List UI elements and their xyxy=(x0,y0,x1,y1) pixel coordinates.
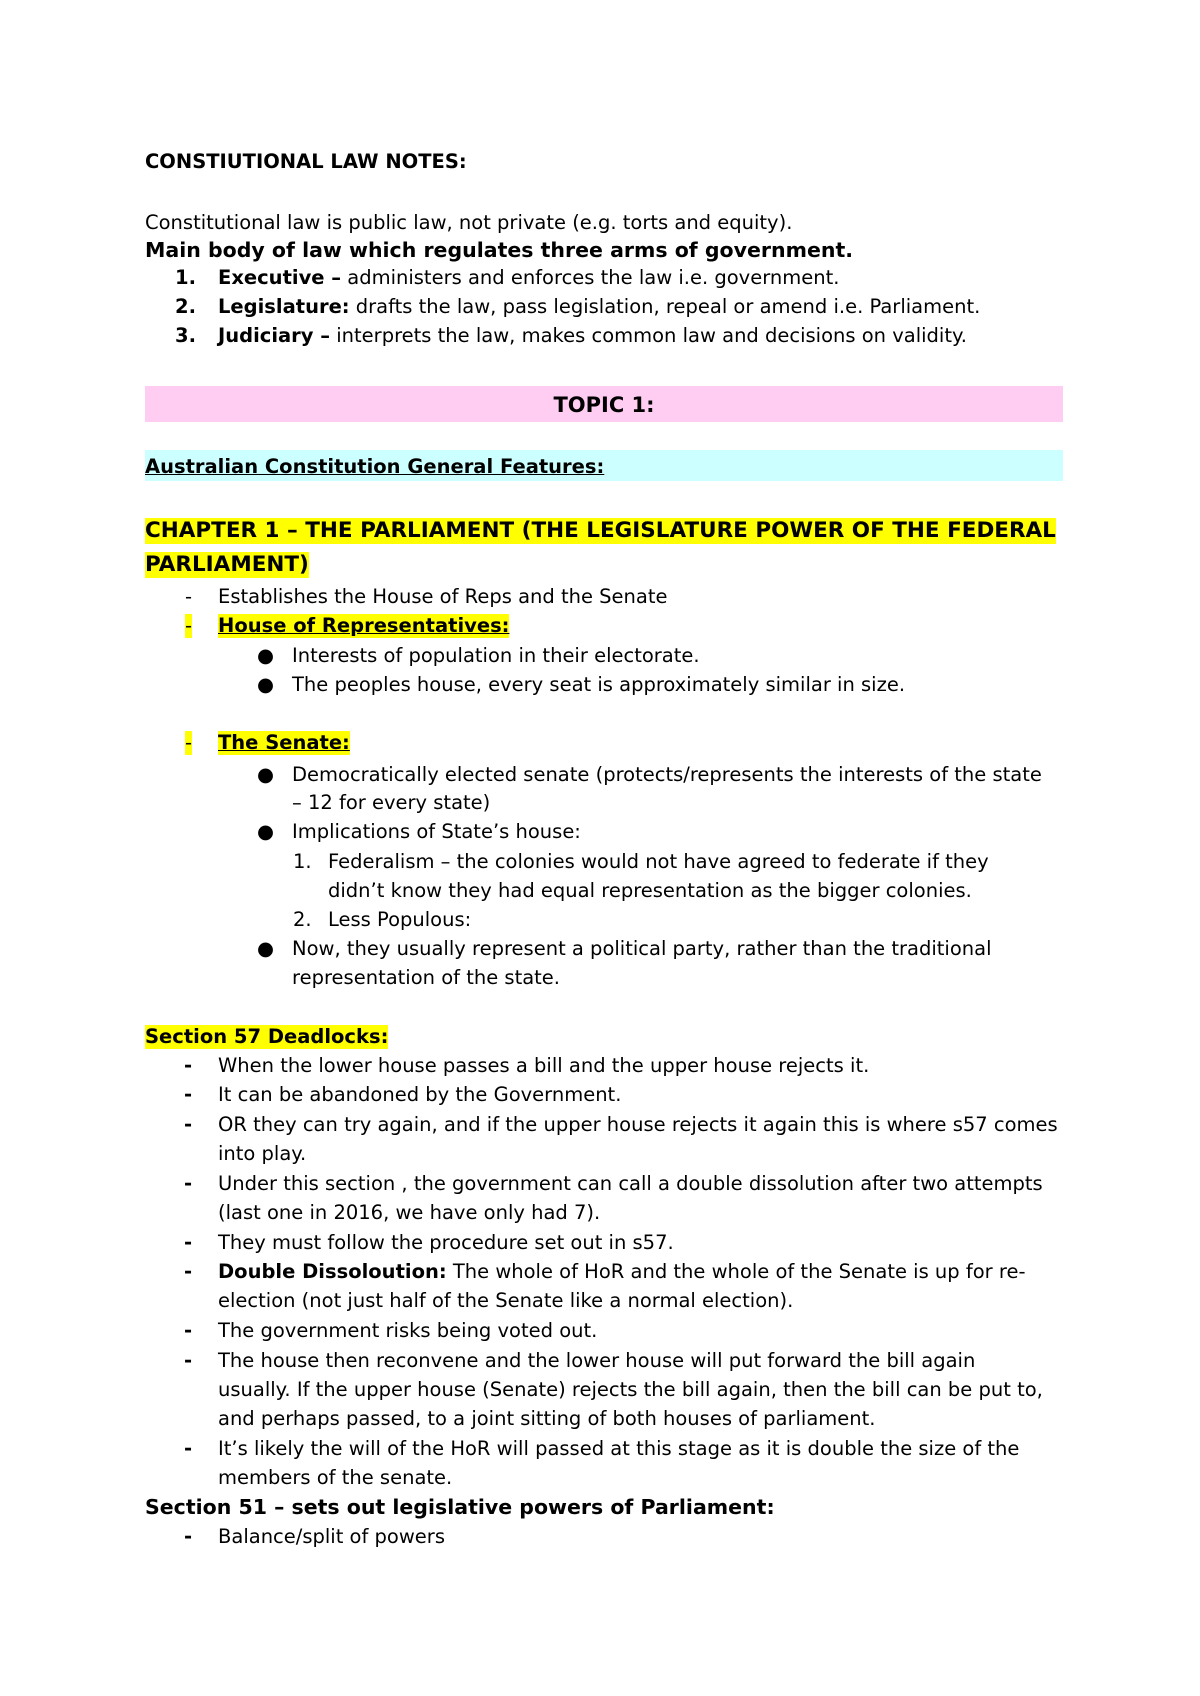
page-title: CONSTIUTIONAL LAW NOTES: xyxy=(145,150,467,173)
list-item: OR they can try again, and if the upper house rejects it again this is where s57 comes xyxy=(218,1113,1058,1136)
list-item: They must follow the procedure set out in s57. xyxy=(218,1231,674,1254)
dash-marker: - xyxy=(184,1349,193,1372)
list-item: Interests of population in their electorate. xyxy=(292,644,700,667)
list-item: It can be abandoned by the Government. xyxy=(218,1083,622,1106)
dash-marker: - xyxy=(184,1525,193,1548)
list-item: The house then reconvene and the lower house will put forward the bill again xyxy=(218,1349,976,1372)
s57-heading: Section 57 Deadlocks: xyxy=(145,1025,389,1048)
s51-heading: Section 51 – sets out legislative powers of Parliament: xyxy=(145,1495,775,1519)
list-item-cont: into play. xyxy=(218,1142,307,1165)
list-item-cont: usually. If the upper house (Senate) rejects the bill again, then the bill can be put to, xyxy=(218,1378,1043,1401)
arm-number: 2. xyxy=(175,295,196,318)
topic-heading: TOPIC 1: xyxy=(553,393,655,417)
chapter-heading: CHAPTER 1 – THE PARLIAMENT (THE LEGISLATURE POWER OF THE FEDERAL xyxy=(145,518,1056,543)
list-item: Under this section , the government can call a double dissolution after two attempts xyxy=(218,1172,1043,1195)
bullet-marker: ● xyxy=(257,673,275,696)
dash-marker: - xyxy=(185,731,193,754)
list-item: Establishes the House of Reps and the Senate xyxy=(218,585,668,608)
dash-marker: - xyxy=(185,614,193,637)
arm-desc: drafts the law, pass legislation, repeal or amend i.e. Parliament. xyxy=(349,295,981,318)
sub-list-item: Less Populous: xyxy=(328,908,472,931)
list-item-cont: representation of the state. xyxy=(292,966,561,989)
dash-marker: - xyxy=(184,1260,193,1283)
list-item: The peoples house, every seat is approximately similar in size. xyxy=(292,673,906,696)
list-item-cont: and perhaps passed, to a joint sitting of both houses of parliament. xyxy=(218,1407,876,1430)
term-desc: The whole of HoR and the whole of the Senate is up for re- xyxy=(446,1260,1026,1283)
dash-marker: - xyxy=(184,1437,193,1460)
arm-term: Legislature: xyxy=(218,295,350,318)
arm-number: 3. xyxy=(175,324,196,347)
dash-marker: - xyxy=(184,1113,193,1136)
list-item: Now, they usually represent a political party, rather than the traditional xyxy=(292,937,992,960)
features-heading: Australian Constitution General Features: xyxy=(145,455,605,478)
dash-marker: - xyxy=(184,1172,193,1195)
arm-desc: administers and enforces the law i.e. government. xyxy=(341,266,840,289)
list-item-cont: election (not just half of the Senate like a normal election). xyxy=(218,1289,794,1312)
sub-list-item-cont: didn’t know they had equal representation as the bigger colonies. xyxy=(328,879,972,902)
arm-item-executive xyxy=(218,266,839,290)
list-item-cont: members of the senate. xyxy=(218,1466,453,1489)
sub-list-item: Federalism – the colonies would not have agreed to federate if they xyxy=(328,850,989,873)
dash-marker: - xyxy=(184,1083,193,1106)
list-item: Implications of State’s house: xyxy=(292,820,581,843)
dash-marker: - xyxy=(185,585,193,608)
senate-heading: The Senate: xyxy=(218,731,350,754)
list-item: Balance/split of powers xyxy=(218,1525,445,1548)
arm-item-judiciary xyxy=(218,324,967,348)
intro-heading: Main body of law which regulates three arms of government. xyxy=(145,238,854,262)
sub-number: 1. xyxy=(293,850,312,873)
list-item: The government risks being voted out. xyxy=(218,1319,598,1342)
arm-term: Judiciary – xyxy=(218,324,331,347)
list-item-cont: – 12 for every state) xyxy=(292,791,491,814)
arm-item-legislature xyxy=(218,295,980,319)
arm-desc: interprets the law, makes common law and decisions on validity. xyxy=(330,324,967,347)
hor-heading: House of Representatives: xyxy=(218,614,510,637)
bullet-marker: ● xyxy=(257,644,275,667)
list-item-cont: (last one in 2016, we have only had 7). xyxy=(218,1201,601,1224)
bullet-marker: ● xyxy=(257,937,275,960)
dash-marker: - xyxy=(184,1231,193,1254)
list-item: It’s likely the will of the HoR will passed at this stage as it is double the size of the xyxy=(218,1437,1020,1460)
dash-marker: - xyxy=(184,1054,193,1077)
list-item: Democratically elected senate (protects/represents the interests of the state xyxy=(292,763,1042,786)
dash-marker: - xyxy=(184,1319,193,1342)
arm-term: Executive – xyxy=(218,266,342,289)
sub-number: 2. xyxy=(293,908,312,931)
bullet-marker: ● xyxy=(257,820,275,843)
intro-line: Constitutional law is public law, not private (e.g. torts and equity). xyxy=(145,211,793,234)
term-label: Double Dissoloution: xyxy=(218,1260,447,1283)
chapter-heading-cont: PARLIAMENT) xyxy=(145,552,309,577)
bullet-marker: ● xyxy=(257,763,275,786)
list-item: When the lower house passes a bill and the upper house rejects it. xyxy=(218,1054,870,1077)
list-item-double-dissolution xyxy=(218,1260,1026,1284)
arm-number: 1. xyxy=(175,266,196,289)
